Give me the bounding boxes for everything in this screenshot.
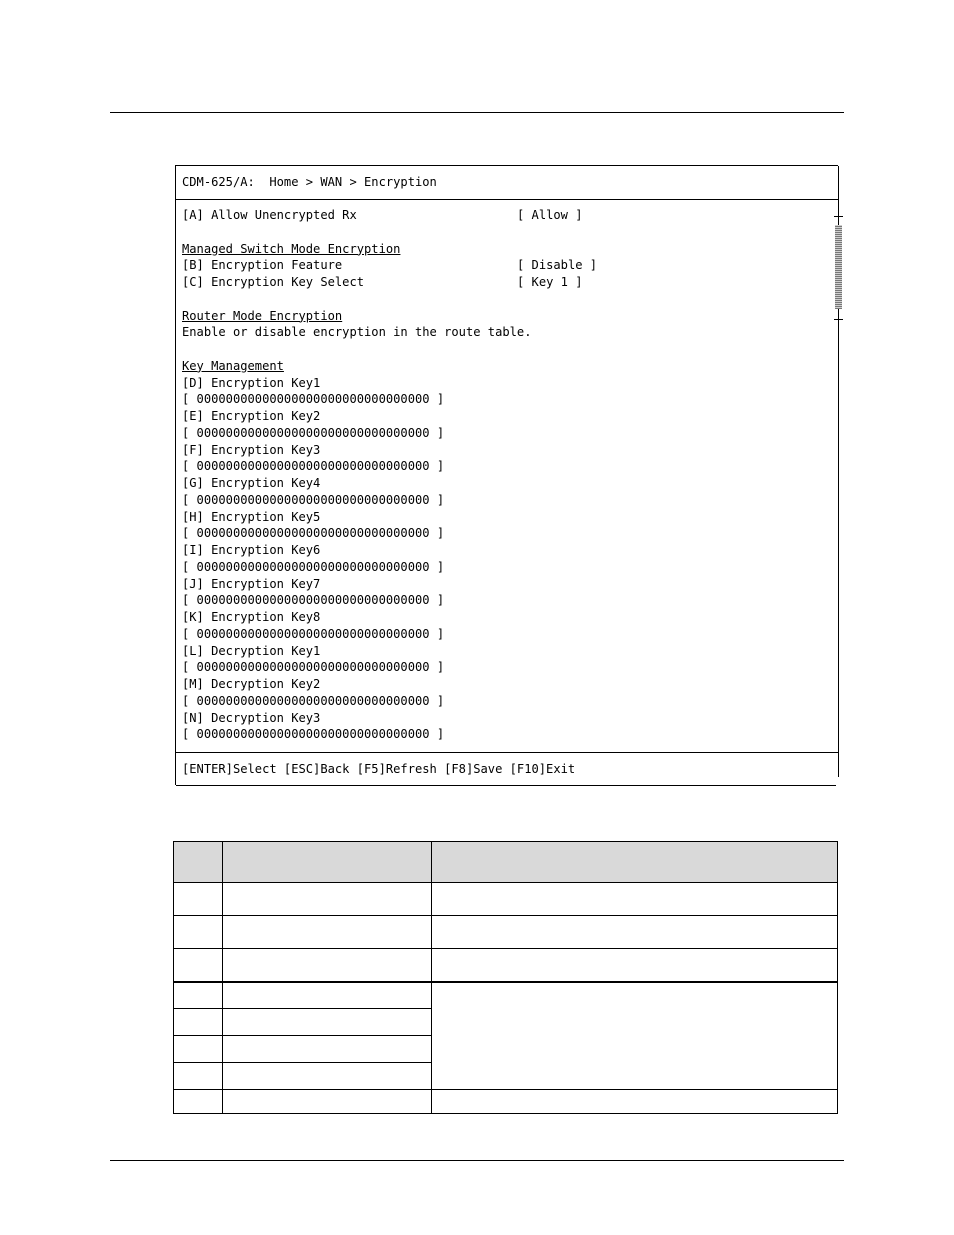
menu-line-label: Enable or disable encryption in the route table. xyxy=(182,325,532,340)
menu-line-label: [ 00000000000000000000000000000000 ] xyxy=(182,693,445,708)
menu-option-value[interactable]: [ Allow ] xyxy=(517,208,583,222)
menu-line-label: [ 00000000000000000000000000000000 ] xyxy=(182,626,445,641)
menu-line-label: [ 00000000000000000000000000000000 ] xyxy=(182,459,445,474)
menu-line xyxy=(182,224,532,241)
breadcrumb: CDM-625/A: Home > WAN > Encryption xyxy=(182,175,437,189)
menu-line xyxy=(182,324,532,341)
menu-line[interactable] xyxy=(182,643,532,660)
menu-line[interactable] xyxy=(182,408,532,425)
table-header-row xyxy=(174,842,838,883)
reference-table xyxy=(173,841,838,1114)
menu-line xyxy=(182,458,532,475)
menu-line-label: [I] Encryption Key6 xyxy=(182,543,321,557)
menu-line-label: [G] Encryption Key4 xyxy=(182,476,321,490)
table-cell xyxy=(223,949,432,982)
table-cell xyxy=(223,1063,432,1090)
table-cell xyxy=(174,949,223,982)
menu-line[interactable] xyxy=(182,609,532,626)
menu-line-label: [ 00000000000000000000000000000000 ] xyxy=(182,559,445,574)
scrollbar-bottom-cap xyxy=(834,319,843,320)
menu-line[interactable] xyxy=(182,710,532,727)
menu-line xyxy=(182,559,532,576)
header-cell xyxy=(432,842,838,883)
menu-line xyxy=(182,693,532,710)
section-heading xyxy=(182,308,532,325)
terminal-bottom-border xyxy=(176,785,836,786)
menu-line-label: Router Mode Encryption xyxy=(182,308,343,323)
menu-line[interactable] xyxy=(182,375,532,392)
scrollbar[interactable] xyxy=(832,216,846,320)
footer-divider xyxy=(176,752,838,753)
menu-line xyxy=(182,391,532,408)
menu-line-label: [N] Decryption Key3 xyxy=(182,710,321,725)
table-cell xyxy=(174,1009,223,1036)
menu-line-label: [H] Encryption Key5 xyxy=(182,509,321,524)
table-cell xyxy=(223,1036,432,1063)
menu-line xyxy=(182,592,532,609)
table-row xyxy=(174,982,838,1009)
terminal-screen xyxy=(175,165,838,785)
table-cell xyxy=(432,883,838,916)
menu-line-label: Managed Switch Mode Encryption xyxy=(182,241,401,256)
table-row xyxy=(174,916,838,949)
menu-line-label: [ 00000000000000000000000000000000 ] xyxy=(182,425,445,440)
menu-line xyxy=(182,626,532,643)
menu-line-label: [ 00000000000000000000000000000000 ] xyxy=(182,526,445,541)
menu-option[interactable] xyxy=(182,207,583,224)
header-cell xyxy=(174,842,223,883)
section-heading xyxy=(182,241,532,258)
table-cell xyxy=(432,1090,838,1114)
header-rule xyxy=(110,112,844,113)
menu-line-label: [M] Decryption Key2 xyxy=(182,677,321,691)
table-cell xyxy=(223,916,432,949)
menu-line[interactable] xyxy=(182,542,532,559)
menu-line-label: [F] Encryption Key3 xyxy=(182,442,321,457)
table-row xyxy=(174,1090,838,1114)
table-cell xyxy=(432,916,838,949)
menu-line-label: [ 00000000000000000000000000000000 ] xyxy=(182,392,445,407)
menu-line-label: Key Management xyxy=(182,358,284,373)
menu-line-label: [C] Encryption Key Select xyxy=(182,275,365,289)
footer-rule xyxy=(110,1160,844,1161)
menu-line[interactable] xyxy=(182,676,532,693)
table-row xyxy=(174,949,838,982)
table-cell xyxy=(223,982,432,1009)
menu-line-label: [ 00000000000000000000000000000000 ] xyxy=(182,492,445,507)
menu-line-label: [J] Encryption Key7 xyxy=(182,576,321,591)
menu-line-label: [ 00000000000000000000000000000000 ] xyxy=(182,727,445,742)
header-divider xyxy=(176,199,838,200)
table-cell xyxy=(174,916,223,949)
menu-line xyxy=(182,341,532,358)
menu-line-label: [B] Encryption Feature xyxy=(182,258,343,273)
key-hint-bar: [ENTER]Select [ESC]Back [F5]Refresh [F8]Save [F10]Exit xyxy=(182,762,576,776)
menu-line[interactable] xyxy=(182,475,532,492)
menu-line xyxy=(182,659,532,676)
menu-line[interactable] xyxy=(182,576,532,593)
table-cell xyxy=(432,949,838,982)
menu-body xyxy=(182,207,598,743)
table-cell xyxy=(174,1090,223,1114)
menu-line-label: [ 00000000000000000000000000000000 ] xyxy=(182,660,445,675)
menu-line xyxy=(182,492,532,509)
menu-line xyxy=(182,425,532,442)
menu-line-label: [A] Allow Unencrypted Rx xyxy=(182,208,357,222)
table-cell xyxy=(174,883,223,916)
menu-line[interactable] xyxy=(182,442,532,459)
table-cell xyxy=(174,1063,223,1090)
table-cell xyxy=(223,1009,432,1036)
menu-line-label: [L] Decryption Key1 xyxy=(182,643,321,658)
table-cell xyxy=(223,883,432,916)
table-row xyxy=(174,883,838,916)
menu-option-value[interactable]: [ Key 1 ] xyxy=(517,275,583,289)
menu-line-label: [K] Encryption Key8 xyxy=(182,610,321,624)
menu-line xyxy=(182,726,532,743)
table-cell xyxy=(174,982,223,1009)
menu-option-value[interactable]: [ Disable ] xyxy=(517,258,598,273)
scrollbar-top-cap xyxy=(834,216,843,217)
merged-description-cell xyxy=(432,982,838,1090)
menu-line-label: [D] Encryption Key1 xyxy=(182,375,321,390)
menu-line xyxy=(182,525,532,542)
menu-line-label: [ 00000000000000000000000000000000 ] xyxy=(182,593,445,608)
table-cell xyxy=(174,1036,223,1063)
section-heading xyxy=(182,358,532,375)
header-cell xyxy=(223,842,432,883)
menu-option[interactable] xyxy=(182,274,583,291)
table-cell xyxy=(223,1090,432,1114)
scrollbar-thumb[interactable] xyxy=(835,225,842,309)
menu-line[interactable] xyxy=(182,509,532,526)
menu-line xyxy=(182,291,532,308)
menu-option[interactable] xyxy=(182,257,598,274)
menu-line-label: [E] Encryption Key2 xyxy=(182,409,321,423)
